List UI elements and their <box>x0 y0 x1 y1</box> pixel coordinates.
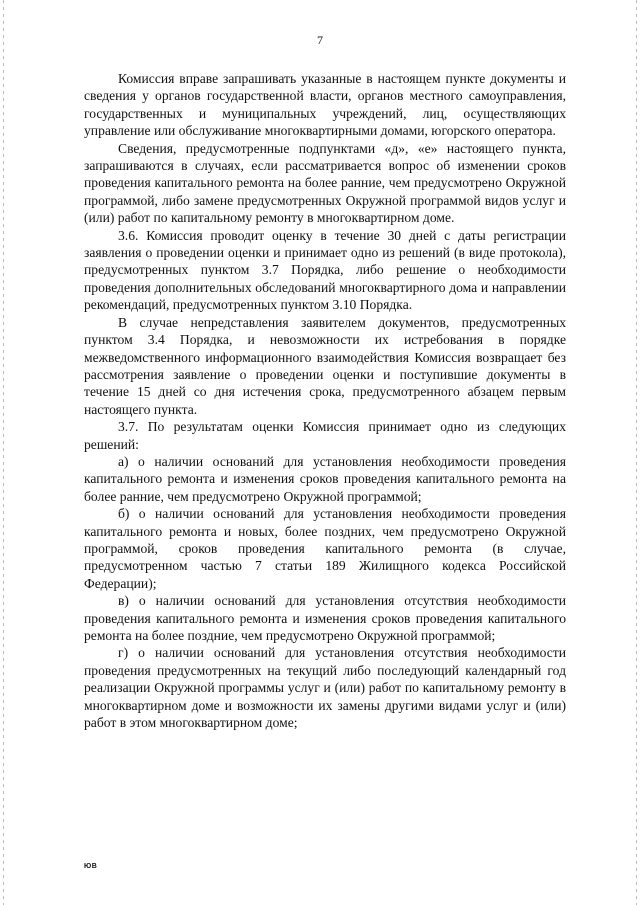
document-body <box>84 70 566 731</box>
paragraph-request-rights: Комиссия вправе запрашивать указанные в настоящем пункте документы и сведения у органов государственной власти, органов местного самоуправления, государственных и муниципальных учреждений, лиц, осуществляющих управление или обслуживание многоквартирными домами, югорского оператора. <box>84 71 566 139</box>
scan-edge-right <box>636 0 637 905</box>
footer-mark: ЮВ <box>84 863 98 870</box>
list-item-a: а) о наличии оснований для установления необходимости проведения капитального ремонта и изменения сроков проведения капитального ремонта на более ранние, чем предусмотрено Окружной программой; <box>84 453 566 504</box>
paragraph-section-3-6: 3.6. Комиссия проводит оценку в течение 30 дней с даты регистрации заявления о проведении оценки и принимает одно из решений (в виде протокола), предусмотренных пунктом 3.7 Порядка, либо решение о необходимости проведения дополнительных обследований многоквартирного дома и направлении рекомендаций, предусмотренных пунктом 3.10 Порядка. <box>84 227 566 313</box>
paragraph-return-application: В случае непредставления заявителем документов, предусмотренных пунктом 3.4 Порядка, и невозможности их истребования в порядке межведомственного информационного взаимодействия Комиссия возвращает без рассмотрения заявление о проведении оценки и поступившие документы в течение 15 дней со дня истечения срока, предусмотренного абзацем первым настоящего пункта. <box>84 314 566 417</box>
list-item-v: в) о наличии оснований для установления отсутствия необходимости проведения капитального ремонта и изменения сроков проведения капитального ремонта на более поздние, чем предусмотрено Окружной программой; <box>84 593 566 643</box>
paragraph-info-conditions: Сведения, предусмотренные подпунктами «д», «е» настоящего пункта, запрашиваются в случаях, если рассматривается вопрос об изменении сроков проведения капитального ремонта на более ранние, чем предусмотрено Окружной программой, либо замене предусмотренных Окружной программой видов услуг и (или) работ по капитальному ремонту в многоквартирном доме. <box>84 140 566 226</box>
scan-edge-left <box>3 0 4 905</box>
list-item-b: б) о наличии оснований для установления необходимости проведения капитального ремонта и новых, более поздних, чем предусмотрено Окружной программой, сроков проведения капитального ремонта (в случае, предусмотренном частью 7 статьи 189 Жилищного кодекса Российской Федерации); <box>84 506 566 591</box>
list-item-g: г) о наличии оснований для установления отсутствия необходимости проведения предусмотренных на текущий либо последующий календарный год реализации Окружной программы услуг и (или) работ по капитальному ремонту в многоквартирном доме и возможности их замены другими видами услуг и (или) работ в этом многоквартирном доме; <box>84 645 566 731</box>
paragraph-section-3-7: 3.7. По результатам оценки Комиссия принимает одно из следующих решений: <box>84 419 566 452</box>
page-number: 7 <box>317 33 323 47</box>
